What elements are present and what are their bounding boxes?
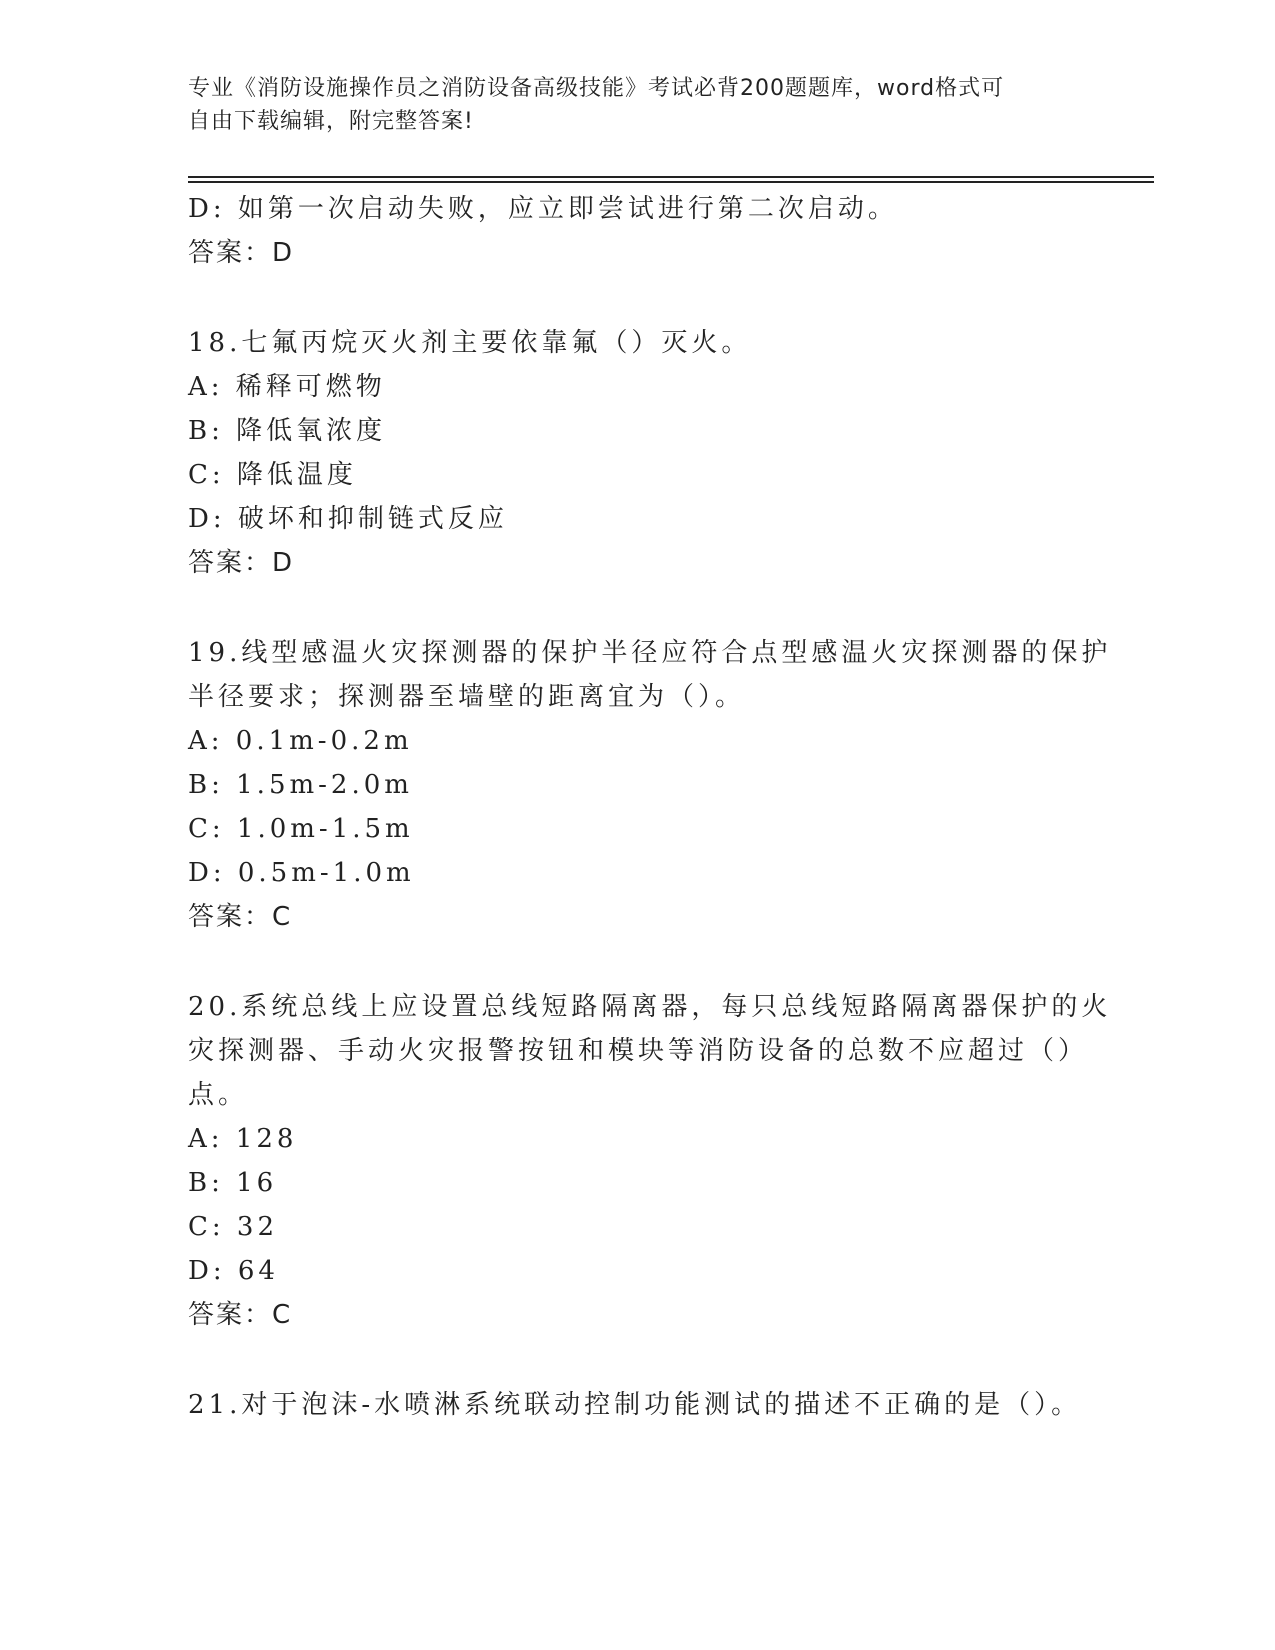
q18-option-d: D: 破坏和抑制链式反应 bbox=[188, 504, 508, 534]
header-line-1: 专业《消防设施操作员之消防设备高级技能》考试必背200题题库，word格式可 bbox=[188, 76, 1005, 101]
q18-stem: 18.七氟丙烷灭火剂主要依靠氟（）灭火。 bbox=[188, 328, 752, 358]
q20-stem-line-2: 灾探测器、手动火灾报警按钮和模块等消防设备的总数不应超过（） bbox=[188, 1036, 1089, 1066]
prev-answer: 答案：D bbox=[188, 238, 295, 268]
q18-answer: 答案：D bbox=[188, 548, 295, 578]
q20-option-a: A: 128 bbox=[188, 1124, 298, 1154]
q19-option-c: C: 1.0m-1.5m bbox=[188, 814, 414, 844]
document-header bbox=[188, 72, 1088, 138]
q18-option-a: A: 稀释可燃物 bbox=[188, 372, 386, 402]
q19-option-a: A: 0.1m-0.2m bbox=[188, 726, 413, 756]
q20-stem-line-3: 点。 bbox=[188, 1080, 249, 1110]
q19-option-d: D: 0.5m-1.0m bbox=[188, 858, 415, 888]
q20-answer: 答案：C bbox=[188, 1300, 293, 1330]
header-divider-top bbox=[188, 176, 1154, 178]
header-divider-bottom bbox=[188, 181, 1154, 183]
q20-stem-line-1: 20.系统总线上应设置总线短路隔离器，每只总线短路隔离器保护的火 bbox=[188, 992, 1112, 1022]
q20-option-d: D: 64 bbox=[188, 1256, 279, 1286]
q21-stem: 21.对于泡沫-水喷淋系统联动控制功能测试的描述不正确的是（）。 bbox=[188, 1390, 1082, 1420]
header-line-2: 自由下载编辑，附完整答案! bbox=[188, 109, 474, 134]
prev-option-d: D: 如第一次启动失败，应立即尝试进行第二次启动。 bbox=[188, 194, 898, 224]
q19-stem-line-2: 半径要求；探测器至墙壁的距离宜为（）。 bbox=[188, 682, 746, 712]
q18-option-b: B: 降低氧浓度 bbox=[188, 416, 387, 446]
q19-stem-line-1: 19.线型感温火灾探测器的保护半径应符合点型感温火灾探测器的保护 bbox=[188, 638, 1112, 668]
q19-answer: 答案：C bbox=[188, 902, 293, 932]
q20-option-b: B: 16 bbox=[188, 1168, 278, 1198]
q19-option-b: B: 1.5m-2.0m bbox=[188, 770, 413, 800]
q20-option-c: C: 32 bbox=[188, 1212, 279, 1242]
q18-option-c: C: 降低温度 bbox=[188, 460, 357, 490]
